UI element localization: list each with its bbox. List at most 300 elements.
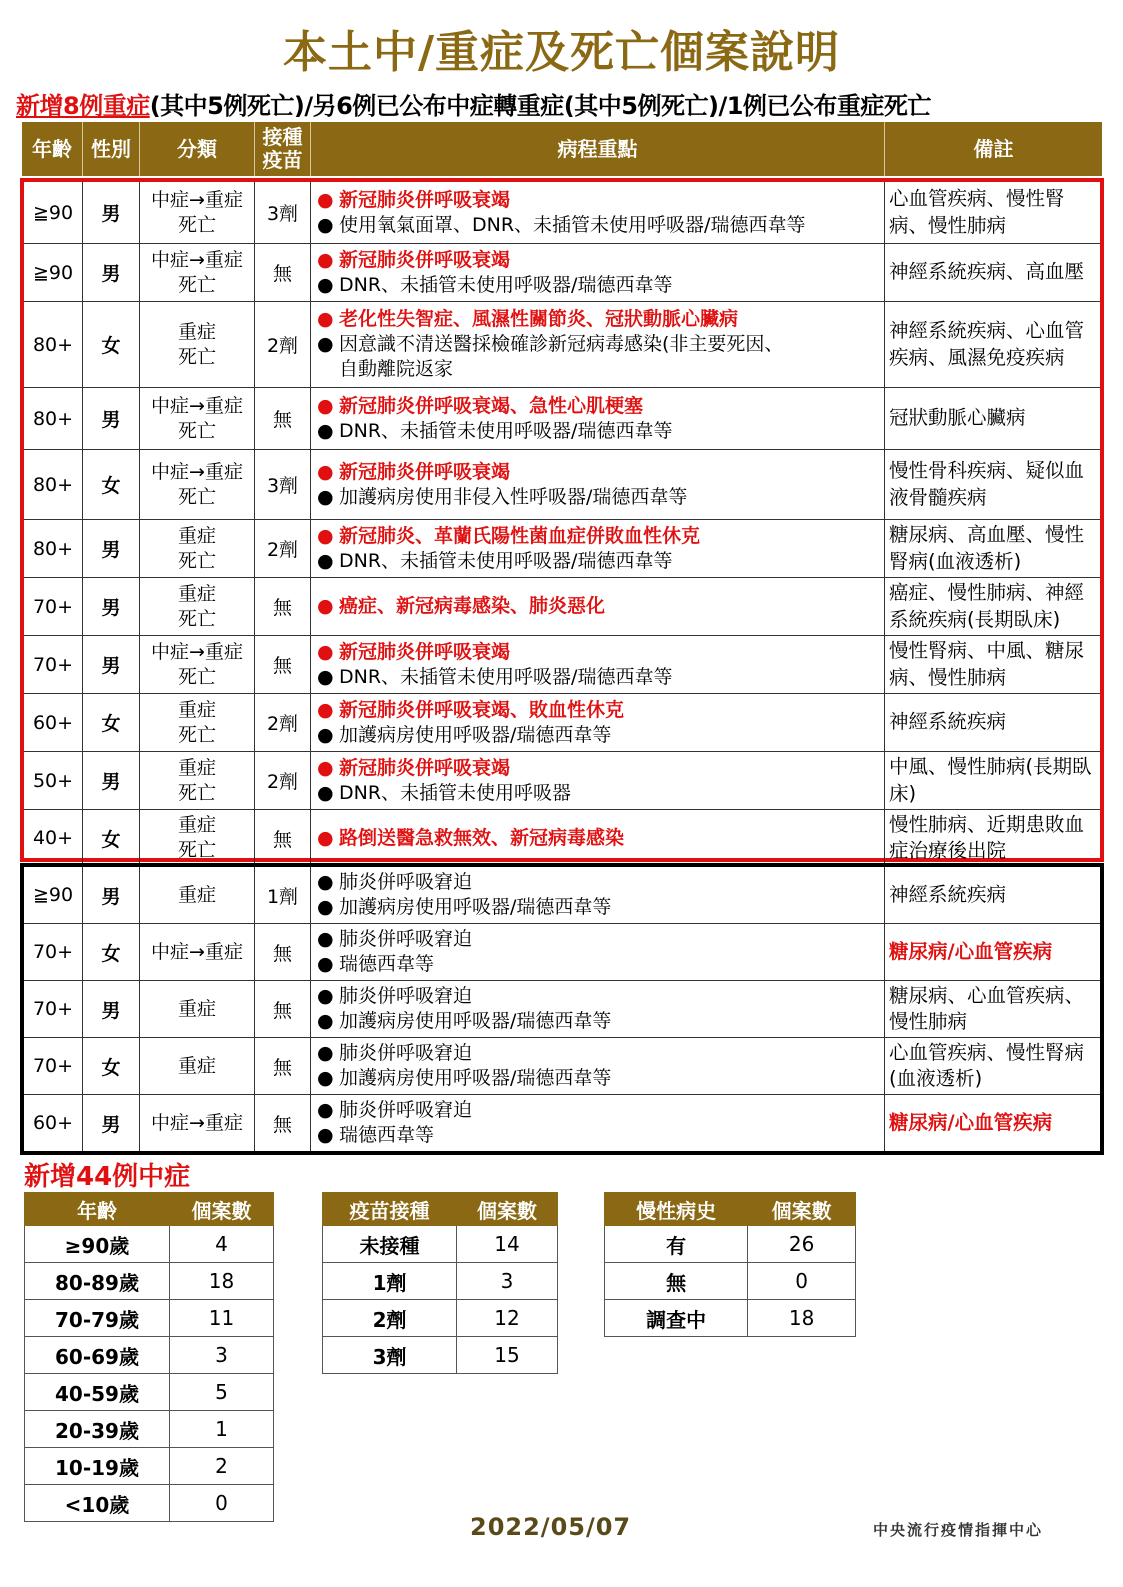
bullet-icon: ● — [317, 826, 334, 849]
header-sex: 性別 — [83, 122, 140, 176]
case-vaccine: 無 — [255, 1038, 311, 1094]
report-date: 2022/05/07 — [470, 1513, 632, 1541]
case-course — [311, 867, 885, 923]
stat-cell: 0 — [748, 1263, 856, 1300]
course-text: DNR、未插管未使用呼吸器/瑞德西韋等 — [339, 665, 673, 688]
case-note: 神經系統疾病 — [889, 710, 1007, 734]
bullet-icon: ● — [317, 419, 334, 442]
bullet-icon: ● — [317, 394, 334, 417]
case-age: 70+ — [24, 1038, 83, 1094]
cases-table-header — [22, 122, 1102, 176]
case-course — [311, 244, 885, 301]
stat-row — [323, 1226, 558, 1263]
stat-cell: 未接種 — [323, 1226, 457, 1263]
case-age: 80+ — [24, 302, 83, 387]
header-classification: 分類 — [140, 122, 255, 176]
case-note: 糖尿病/心血管疾病 — [889, 1110, 1053, 1134]
case-age: 70+ — [24, 981, 83, 1037]
case-course — [311, 810, 885, 866]
stat-cell: 15 — [457, 1337, 558, 1374]
bullet-icon: ● — [317, 896, 334, 918]
case-classification — [140, 636, 255, 693]
case-age: 50+ — [24, 752, 83, 809]
case-classification — [140, 182, 255, 243]
course-line — [317, 756, 510, 781]
case-course — [311, 752, 885, 809]
course-line — [317, 895, 611, 920]
vaccine-stat-table — [322, 1192, 558, 1374]
case-course — [311, 450, 885, 519]
classification-line: 中症→重症 — [151, 640, 243, 663]
case-note: 癌症、慢性肺病、神經系統疾病(長期臥床) — [889, 581, 1085, 631]
stat-cell: 5 — [169, 1374, 273, 1411]
stat-cell: 26 — [748, 1226, 856, 1263]
case-course — [311, 302, 885, 387]
case-vaccine: 無 — [255, 1095, 311, 1151]
case-row — [24, 981, 1100, 1038]
case-age: 40+ — [24, 810, 83, 866]
case-sex: 女 — [83, 1038, 140, 1094]
course-line — [317, 1123, 434, 1148]
case-vaccine: 無 — [255, 924, 311, 980]
case-age: 80+ — [24, 520, 83, 577]
organization-name: 中央流行疫情指揮中心 — [873, 1521, 1044, 1539]
death-cases-block — [20, 178, 1104, 862]
case-vaccine: 1劑 — [255, 867, 311, 923]
stat-cell: 60-69歲 — [25, 1337, 170, 1374]
classification-line: 中症→重症 — [151, 394, 243, 417]
course-line — [317, 332, 783, 357]
bullet-icon: ● — [317, 333, 334, 356]
bullet-icon: ● — [317, 1010, 334, 1032]
chronic-stat-table — [604, 1192, 856, 1337]
course-text: 瑞德西韋等 — [339, 953, 435, 975]
course-text: 新冠肺炎併呼吸衰竭、敗血性休克 — [339, 698, 625, 721]
classification-line: 中症→重症 — [151, 248, 243, 271]
case-row — [24, 636, 1100, 694]
case-vaccine: 2劑 — [255, 520, 311, 577]
course-line — [317, 781, 571, 806]
age-stat-table — [24, 1192, 274, 1522]
case-note: 心血管疾病、慢性腎病、慢性肺病 — [889, 187, 1065, 237]
case-classification — [140, 520, 255, 577]
case-vaccine: 2劑 — [255, 752, 311, 809]
course-text: 使用氧氣面罩、DNR、未插管未使用呼吸器/瑞德西韋等 — [339, 213, 806, 236]
moderate-cases-title: 新增44例中症 — [24, 1162, 191, 1192]
stat-header-cell: 慢性病史 — [605, 1193, 748, 1226]
course-line — [317, 826, 624, 851]
classification-line: 中症→重症 — [151, 1111, 243, 1134]
course-line — [317, 1066, 611, 1091]
bullet-icon: ● — [317, 1067, 334, 1089]
course-line — [317, 927, 472, 952]
case-classification — [140, 578, 255, 635]
stat-cell: <10歲 — [25, 1485, 170, 1522]
stat-cell: ≥90歲 — [25, 1226, 170, 1263]
course-line — [317, 460, 510, 485]
case-vaccine: 無 — [255, 388, 311, 449]
course-line — [317, 485, 687, 510]
stat-cell: 無 — [605, 1263, 748, 1300]
case-sex: 女 — [83, 302, 140, 387]
case-sex: 男 — [83, 182, 140, 243]
stat-row — [25, 1448, 274, 1485]
case-row — [24, 388, 1100, 450]
course-text: 加護病房使用呼吸器/瑞德西韋等 — [339, 896, 612, 918]
stat-cell: 40-59歲 — [25, 1374, 170, 1411]
case-age: 60+ — [24, 694, 83, 751]
case-note: 糖尿病、心血管疾病、慢性肺病 — [889, 983, 1085, 1033]
classification-line: 重症 — [177, 698, 216, 721]
case-sex: 男 — [83, 752, 140, 809]
stat-cell: 2 — [169, 1448, 273, 1485]
bullet-icon: ● — [317, 781, 334, 804]
case-note: 慢性肺病、近期患敗血症治療後出院 — [889, 812, 1085, 862]
case-note: 慢性骨科疾病、疑似血液骨髓疾病 — [889, 459, 1085, 509]
stat-header-cell: 年齡 — [25, 1193, 170, 1226]
course-text: 肺炎併呼吸窘迫 — [339, 928, 473, 951]
classification-line: 死亡 — [177, 839, 216, 861]
page-title: 本土中/重症及死亡個案說明 — [282, 27, 841, 78]
case-age: 80+ — [24, 450, 83, 519]
classification-line: 重症 — [177, 997, 216, 1020]
classification-line: 死亡 — [177, 213, 216, 236]
stat-cell: 14 — [457, 1226, 558, 1263]
classification-line: 重症 — [177, 883, 216, 906]
course-line — [317, 524, 700, 549]
case-course — [311, 520, 885, 577]
case-age: 70+ — [24, 924, 83, 980]
course-text: 癌症、新冠病毒感染、肺炎惡化 — [339, 595, 606, 618]
header-course: 病程重點 — [311, 122, 885, 176]
subtitle-highlight: 新增8例重症 — [16, 92, 150, 120]
case-row — [24, 694, 1100, 752]
case-classification — [140, 867, 255, 923]
case-course — [311, 981, 885, 1037]
classification-line: 死亡 — [177, 781, 216, 804]
case-course — [311, 694, 885, 751]
case-classification — [140, 244, 255, 301]
case-note: 慢性腎病、中風、糖尿病、慢性肺病 — [889, 639, 1085, 689]
course-text: DNR、未插管未使用呼吸器 — [339, 781, 572, 804]
bullet-icon: ● — [317, 485, 334, 508]
case-age: ≧90 — [24, 244, 83, 301]
course-line — [317, 394, 643, 419]
bullet-icon: ● — [317, 953, 334, 975]
classification-line: 死亡 — [177, 607, 216, 630]
case-note: 神經系統疾病、高血壓 — [889, 260, 1085, 284]
case-sex: 男 — [83, 636, 140, 693]
stat-cell: 10-19歲 — [25, 1448, 170, 1485]
bullet-icon: ● — [317, 213, 334, 236]
case-vaccine: 無 — [255, 981, 311, 1037]
case-sex: 男 — [83, 388, 140, 449]
bullet-icon: ● — [317, 640, 334, 663]
stat-header-cell: 疫苗接種 — [323, 1193, 457, 1226]
case-classification — [140, 752, 255, 809]
case-note: 糖尿病、高血壓、慢性腎病(血液透析) — [889, 523, 1085, 573]
header-vaccine: 接種疫苗 — [255, 122, 311, 176]
bullet-icon: ● — [317, 549, 334, 572]
course-text: 新冠肺炎併呼吸衰竭 — [339, 188, 511, 211]
case-sex: 男 — [83, 981, 140, 1037]
course-text: 新冠肺炎併呼吸衰竭、急性心肌梗塞 — [339, 394, 644, 417]
classification-line: 中症→重症 — [151, 940, 243, 963]
stat-header-row — [323, 1193, 558, 1226]
stat-cell: 18 — [748, 1300, 856, 1337]
classification-line: 重症 — [177, 756, 216, 779]
stat-row — [25, 1374, 274, 1411]
classification-line: 重症 — [177, 524, 216, 547]
stat-cell: 70-79歲 — [25, 1300, 170, 1337]
case-row — [24, 302, 1100, 388]
stat-header-row — [25, 1193, 274, 1226]
stat-row — [605, 1300, 856, 1337]
classification-line: 死亡 — [177, 345, 216, 368]
course-text: 因意識不清送醫採檢確診新冠病毒感染(非主要死因、 — [339, 333, 784, 356]
course-text: 肺炎併呼吸窘迫 — [339, 1099, 473, 1122]
course-text: DNR、未插管未使用呼吸器/瑞德西韋等 — [339, 549, 673, 572]
stat-row — [25, 1411, 274, 1448]
case-vaccine: 無 — [255, 810, 311, 866]
course-text: 瑞德西韋等 — [339, 1124, 435, 1146]
stat-header-cell: 個案數 — [748, 1193, 856, 1226]
course-text: 新冠肺炎併呼吸衰竭 — [339, 248, 511, 271]
stat-cell: 0 — [169, 1485, 273, 1522]
course-line — [317, 357, 453, 382]
case-sex: 男 — [83, 520, 140, 577]
case-course — [311, 1095, 885, 1151]
case-note: 糖尿病/心血管疾病 — [889, 939, 1053, 963]
case-classification — [140, 1038, 255, 1094]
course-line — [317, 1009, 611, 1034]
bullet-icon: ● — [317, 1124, 334, 1146]
course-line — [317, 419, 672, 444]
case-age: 60+ — [24, 1095, 83, 1151]
case-age: ≧90 — [24, 867, 83, 923]
classification-line: 重症 — [177, 320, 216, 343]
case-row — [24, 1095, 1100, 1151]
case-note: 冠狀動脈心臟病 — [889, 406, 1026, 430]
stat-cell: 2劑 — [323, 1300, 457, 1337]
case-row — [24, 182, 1100, 244]
bullet-icon: ● — [317, 273, 334, 296]
case-row — [24, 924, 1100, 981]
case-vaccine: 3劑 — [255, 182, 311, 243]
bullet-icon: ● — [317, 723, 334, 746]
course-line — [317, 188, 510, 213]
stat-header-row — [605, 1193, 856, 1226]
bullet-icon: ● — [317, 985, 334, 1008]
course-text: DNR、未插管未使用呼吸器/瑞德西韋等 — [339, 419, 673, 442]
severe-cases-block — [20, 863, 1104, 1155]
course-line — [317, 952, 434, 977]
stat-row — [323, 1300, 558, 1337]
course-line — [317, 984, 472, 1009]
case-note: 心血管疾病、慢性腎病(血液透析) — [889, 1040, 1085, 1090]
case-sex: 女 — [83, 810, 140, 866]
course-text: 肺炎併呼吸窘迫 — [339, 871, 473, 894]
stat-row — [25, 1337, 274, 1374]
stat-cell: 1劑 — [323, 1263, 457, 1300]
case-classification — [140, 981, 255, 1037]
course-line — [317, 1098, 472, 1123]
course-text: 新冠肺炎併呼吸衰竭 — [339, 756, 511, 779]
classification-line: 死亡 — [177, 485, 216, 508]
classification-line: 死亡 — [177, 549, 216, 572]
case-row — [24, 1038, 1100, 1095]
case-sex: 男 — [83, 244, 140, 301]
case-classification — [140, 810, 255, 866]
case-note: 神經系統疾病、心血管疾病、風濕免疫疾病 — [889, 319, 1085, 369]
course-line — [317, 698, 624, 723]
case-course — [311, 636, 885, 693]
stat-cell: 3劑 — [323, 1337, 457, 1374]
case-sex: 女 — [83, 694, 140, 751]
classification-line: 死亡 — [177, 723, 216, 746]
case-course — [311, 388, 885, 449]
case-classification — [140, 1095, 255, 1151]
classification-line: 死亡 — [177, 419, 216, 442]
case-age: 80+ — [24, 388, 83, 449]
course-line — [317, 273, 672, 298]
case-classification — [140, 924, 255, 980]
course-line — [317, 213, 805, 238]
case-sex: 女 — [83, 450, 140, 519]
course-line — [317, 549, 672, 574]
bullet-icon: ● — [317, 665, 334, 688]
case-row — [24, 752, 1100, 810]
stat-cell: 3 — [457, 1263, 558, 1300]
case-classification — [140, 302, 255, 387]
case-note: 中風、慢性肺病(長期臥床) — [889, 755, 1092, 805]
course-text: 加護病房使用呼吸器/瑞德西韋等 — [339, 1010, 612, 1032]
classification-line: 中症→重症 — [151, 460, 243, 483]
bullet-icon: ● — [317, 460, 334, 483]
case-classification — [140, 388, 255, 449]
case-row — [24, 578, 1100, 636]
stat-cell: 調查中 — [605, 1300, 748, 1337]
course-text: 肺炎併呼吸窘迫 — [339, 1042, 473, 1065]
case-row — [24, 520, 1100, 578]
course-text: 加護病房使用呼吸器/瑞德西韋等 — [339, 1067, 612, 1089]
case-row — [24, 867, 1100, 924]
subtitle-rest: (其中5例死亡)/另6例已公布中症轉重症(其中5例死亡)/1例已公布重症死亡 — [149, 92, 931, 120]
classification-line: 中症→重症 — [151, 188, 243, 211]
stat-row — [323, 1263, 558, 1300]
case-vaccine: 2劑 — [255, 694, 311, 751]
bullet-icon: ● — [317, 524, 334, 547]
stat-row — [605, 1226, 856, 1263]
course-text: 路倒送醫急救無效、新冠病毒感染 — [339, 826, 625, 849]
case-sex: 男 — [83, 578, 140, 635]
page-subtitle — [16, 86, 1116, 121]
classification-line: 死亡 — [177, 665, 216, 688]
case-row — [24, 244, 1100, 302]
case-course — [311, 182, 885, 243]
bullet-icon: ● — [317, 248, 334, 271]
stat-row — [25, 1263, 274, 1300]
header-note: 備註 — [973, 136, 1014, 161]
course-line — [317, 870, 472, 895]
course-text: DNR、未插管未使用呼吸器/瑞德西韋等 — [339, 273, 673, 296]
course-line — [317, 723, 611, 748]
bullet-icon: ● — [317, 308, 334, 331]
bullet-icon: ● — [317, 1042, 334, 1065]
case-row — [24, 450, 1100, 520]
stat-row — [25, 1226, 274, 1263]
course-text: 自動離院返家 — [339, 357, 454, 380]
header-age: 年齡 — [22, 122, 83, 176]
bullet-icon: ● — [317, 188, 334, 211]
course-text: 新冠肺炎併呼吸衰竭 — [339, 640, 511, 663]
course-text: 新冠肺炎併呼吸衰竭 — [339, 460, 511, 483]
case-sex: 男 — [83, 1095, 140, 1151]
course-line — [317, 248, 510, 273]
bullet-icon: ● — [317, 871, 334, 894]
stat-row — [25, 1485, 274, 1522]
case-sex: 女 — [83, 924, 140, 980]
stat-header-cell: 個案數 — [457, 1193, 558, 1226]
course-text: 肺炎併呼吸窘迫 — [339, 985, 473, 1008]
course-line — [317, 640, 510, 665]
stat-cell: 20-39歲 — [25, 1411, 170, 1448]
stat-cell: 18 — [169, 1263, 273, 1300]
case-vaccine: 無 — [255, 244, 311, 301]
bullet-icon: ● — [317, 928, 334, 951]
case-course — [311, 1038, 885, 1094]
course-line — [317, 1041, 472, 1066]
stat-row — [605, 1263, 856, 1300]
stat-cell: 12 — [457, 1300, 558, 1337]
case-age: 70+ — [24, 578, 83, 635]
bullet-icon: ● — [317, 595, 334, 618]
case-note: 神經系統疾病 — [889, 882, 1007, 906]
course-text: 加護病房使用呼吸器/瑞德西韋等 — [339, 723, 612, 746]
case-vaccine: 無 — [255, 578, 311, 635]
bullet-icon: ● — [317, 756, 334, 779]
case-vaccine: 2劑 — [255, 302, 311, 387]
case-age: ≧90 — [24, 182, 83, 243]
course-line — [317, 307, 738, 332]
classification-line: 重症 — [177, 814, 216, 837]
stat-row — [323, 1337, 558, 1374]
stat-cell: 1 — [169, 1411, 273, 1448]
case-classification — [140, 450, 255, 519]
case-classification — [140, 694, 255, 751]
classification-line: 死亡 — [177, 273, 216, 296]
stat-cell: 11 — [169, 1300, 273, 1337]
stat-cell: 80-89歲 — [25, 1263, 170, 1300]
stat-cell: 有 — [605, 1226, 748, 1263]
case-age: 70+ — [24, 636, 83, 693]
bullet-icon: ● — [317, 698, 334, 721]
case-vaccine: 3劑 — [255, 450, 311, 519]
stat-row — [25, 1300, 274, 1337]
bullet-icon: ● — [317, 1099, 334, 1122]
course-text: 老化性失智症、風濕性關節炎、冠狀動脈心臟病 — [339, 308, 739, 331]
stat-header-cell: 個案數 — [169, 1193, 273, 1226]
case-vaccine: 無 — [255, 636, 311, 693]
classification-line: 重症 — [177, 1054, 216, 1077]
stat-cell: 4 — [169, 1226, 273, 1263]
case-sex: 男 — [83, 867, 140, 923]
classification-line: 重症 — [177, 582, 216, 605]
course-text: 加護病房使用非侵入性呼吸器/瑞德西韋等 — [339, 485, 688, 508]
course-line — [317, 594, 605, 619]
stat-cell: 3 — [169, 1337, 273, 1374]
case-course — [311, 578, 885, 635]
